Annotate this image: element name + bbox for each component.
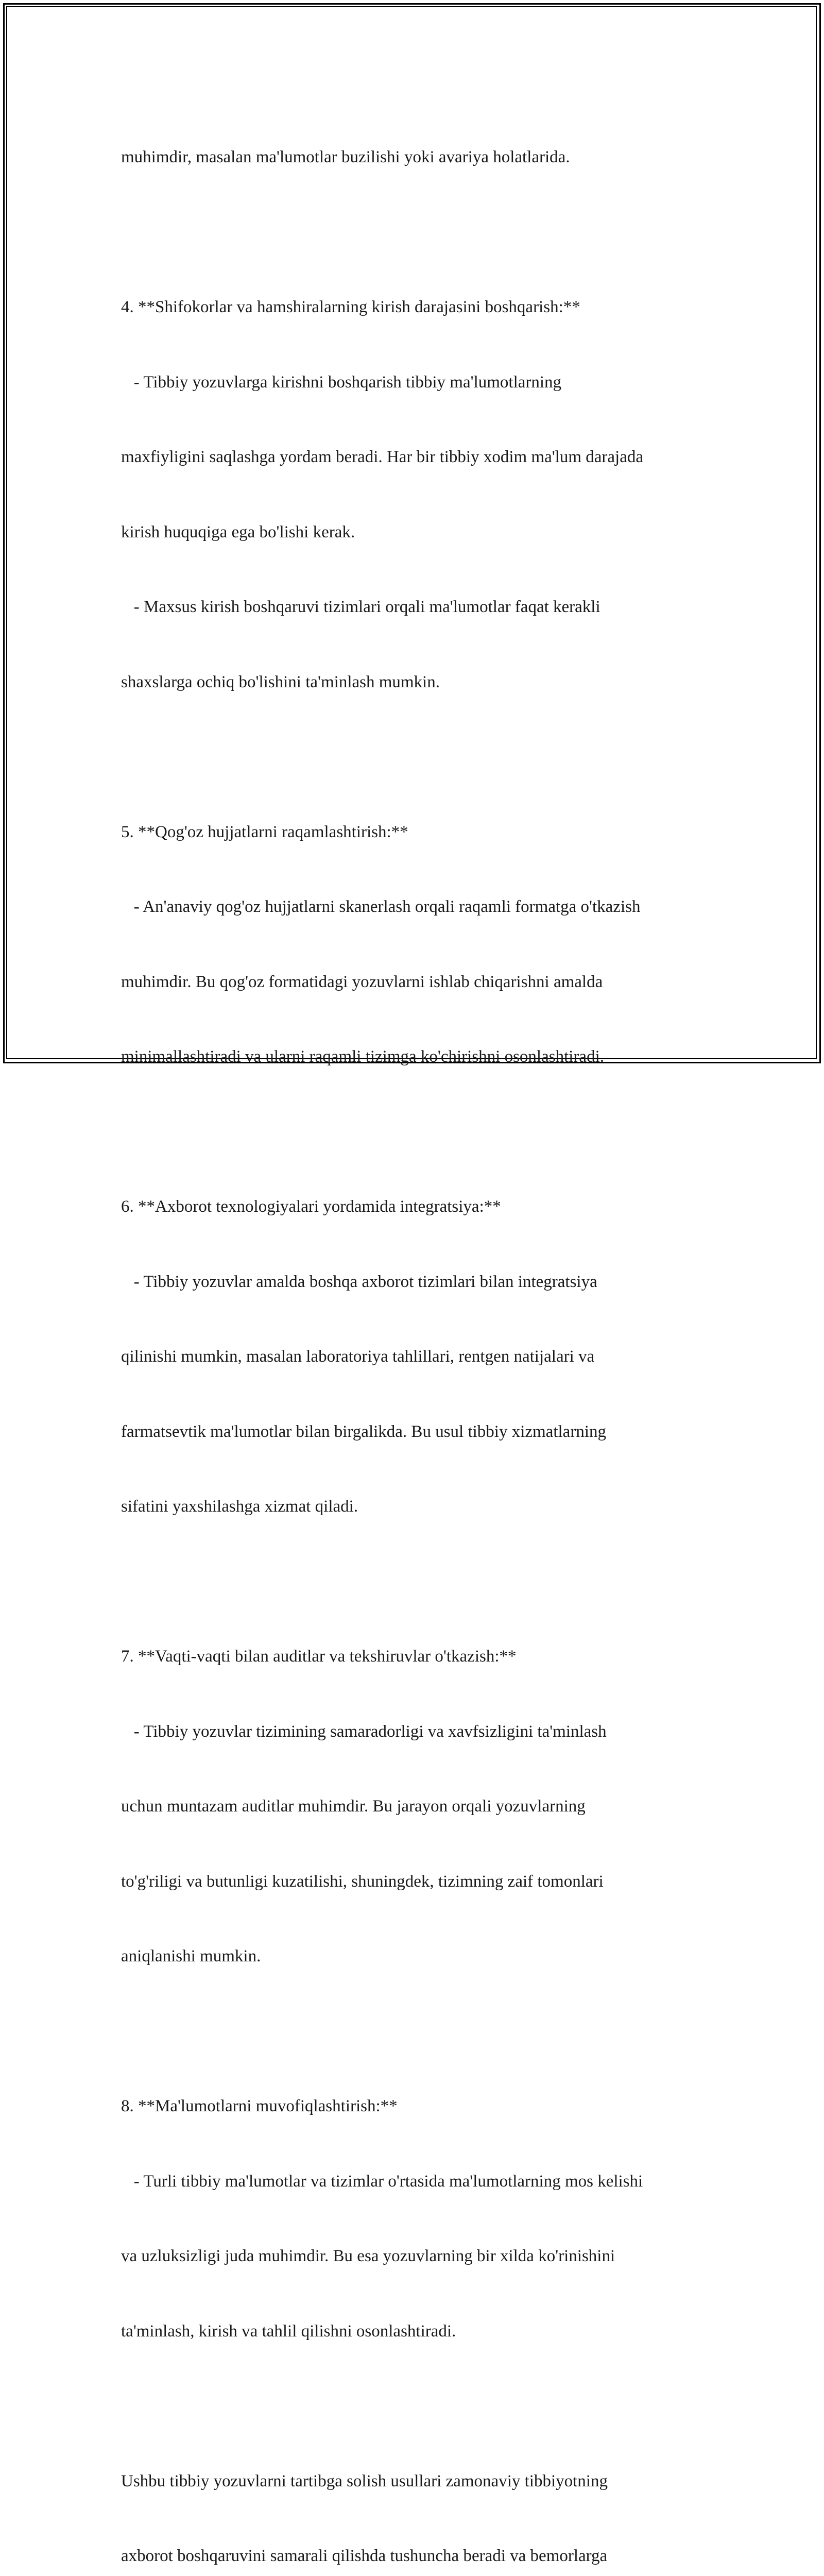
text-line: minimallashtiradi va ularni raqamli tizimga ko'chirishni osonlashtiradi. [121, 1047, 604, 1066]
text-line: shaxslarga ochiq bo'lishini ta'minlash mumkin. [121, 672, 440, 691]
text-line: farmatsevtik ma'lumotlar bilan birgalikda. Bu usul tibbiy xizmatlarning [121, 1422, 606, 1441]
document-body [121, 95, 713, 2576]
section-heading-7: 7. **Vaqti-vaqti bilan auditlar va tekshiruvlar o'tkazish:** [121, 1647, 517, 1666]
text-line: va uzluksizligi juda muhimdir. Bu esa yozuvlarning bir xilda ko'rinishini [121, 2247, 615, 2265]
text-line: to'g'riligi va butunligi kuzatilishi, shuningdek, tizimning zaif tomonlari [121, 1872, 604, 1891]
text-line: maxfiyligini saqlashga yordam beradi. Har bir tibbiy xodim ma'lum darajada [121, 448, 644, 466]
text-line: ta'minlash, kirish va tahlil qilishni osonlashtiradi. [121, 2321, 456, 2341]
blank-line [121, 1120, 713, 1145]
blank-line [121, 220, 713, 245]
conclusion-line: Ushbu tibbiy yozuvlarni tartibga solish usullari zamonaviy tibbiyotning [121, 2471, 608, 2490]
text-line: - Maxsus kirish boshqaruvi tizimlari orqali ma'lumotlar faqat kerakli [121, 598, 600, 616]
text-line: kirish huquqiga ega bo'lishi kerak. [121, 522, 355, 541]
blank-line [121, 744, 713, 770]
text-line: aniqlanishi mumkin. [121, 1947, 261, 1965]
text-line: - Tibbiy yozuvlar amalda boshqa axborot tizimlari bilan integratsiya [121, 1272, 597, 1291]
text-line: sifatini yaxshilashga xizmat qiladi. [121, 1497, 358, 1516]
text-line: - Turli tibbiy ma'lumotlar va tizimlar o'rtasida ma'lumotlarning mos kelishi [121, 2172, 643, 2191]
text-line: qilinishi mumkin, masalan laboratoriya tahlillari, rentgen natijalari va [121, 1347, 595, 1366]
section-heading-4: 4. **Shifokorlar va hamshiralarning kirish darajasini boshqarish:** [121, 298, 580, 316]
text-line: muhimdir, masalan ma'lumotlar buzilishi yoki avariya holatlarida. [121, 148, 570, 166]
conclusion-line: axborot boshqaruvini samarali qilishda tushuncha beradi va bemorlarga [121, 2547, 608, 2565]
blank-line [121, 1569, 713, 1595]
section-heading-5: 5. **Qog'oz hujjatlarni raqamlashtirish:** [121, 822, 408, 841]
section-heading-8: 8. **Ma'lumotlarni muvofiqlashtirish:** [121, 2097, 398, 2115]
section-heading-6: 6. **Axborot texnologiyalari yordamida integratsiya:** [121, 1197, 501, 1216]
blank-line [121, 2019, 713, 2044]
text-line: - Tibbiy yozuvlar tizimining samaradorligi va xavfsizligini ta'minlash [121, 1722, 607, 1741]
text-line: - An'anaviy qog'oz hujjatlarni skanerlash orqali raqamli formatga o'tkazish [121, 897, 641, 916]
text-line: uchun muntazam auditlar muhimdir. Bu jarayon orqali yozuvlarning [121, 1797, 586, 1816]
blank-line [121, 2394, 713, 2419]
text-line: muhimdir. Bu qog'oz formatidagi yozuvlarni ishlab chiqarishni amalda [121, 972, 603, 991]
text-line: - Tibbiy yozuvlarga kirishni boshqarish tibbiy ma'lumotlarning [121, 372, 562, 392]
